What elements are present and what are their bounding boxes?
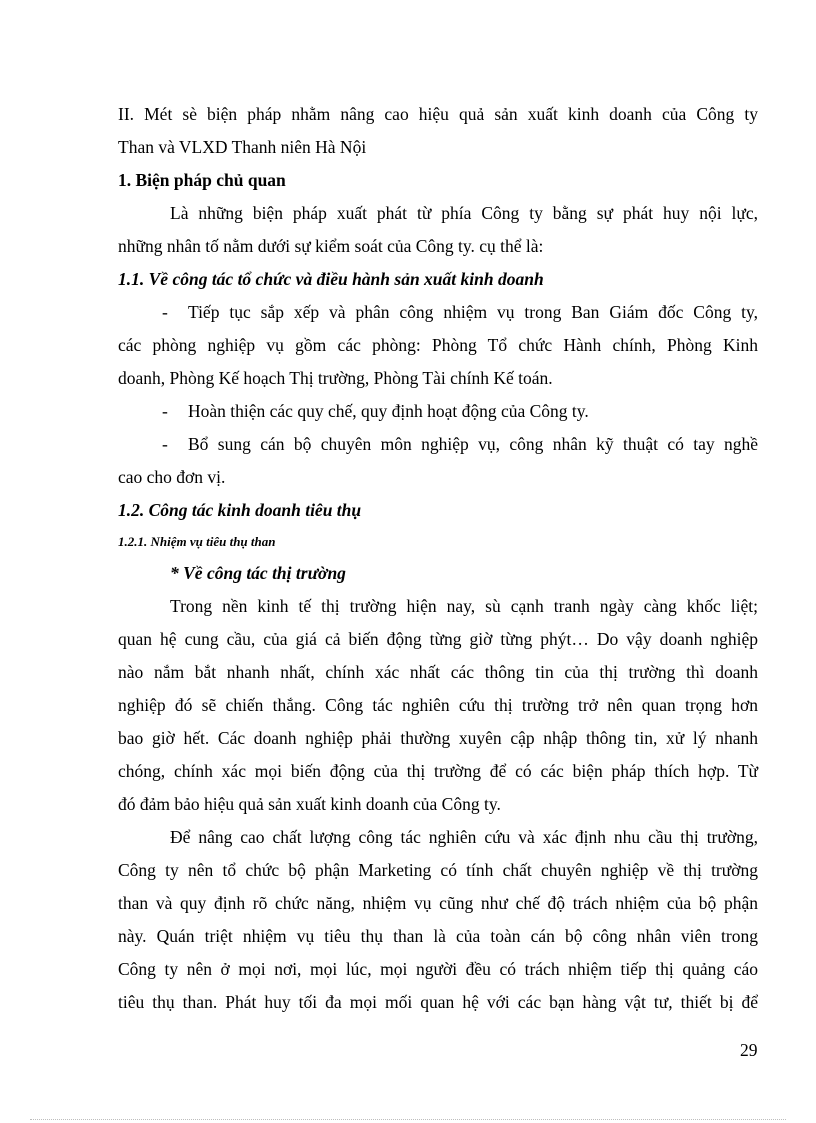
- section-heading-line-1: II. Mét sè biện pháp nhằm nâng cao hiệu quả sản xuất kinh doanh của Công ty: [118, 104, 758, 124]
- document-body: [118, 98, 758, 1019]
- paragraph-line: doanh, Phòng Kế hoạch Thị trường, Phòng Tài chính Kế toán.: [118, 368, 553, 388]
- bullet-text: Bổ sung cán bộ chuyên môn nghiệp vụ, công nhân kỹ thuật có tay nghề: [188, 434, 758, 454]
- bullet-item: [118, 428, 758, 461]
- paragraph-line: Trong nền kinh tế thị trường hiện nay, sù cạnh tranh ngày càng khốc liệt;: [170, 596, 758, 616]
- paragraph-line: Công ty nên ở mọi nơi, mọi lúc, mọi người đều có trách nhiệm tiếp thị quảng cáo: [118, 959, 758, 979]
- bullet-text: Tiếp tục sắp xếp và phân công nhiệm vụ trong Ban Giám đốc Công ty,: [188, 302, 758, 322]
- heading-thi-truong: * Về công tác thị trường: [170, 563, 346, 583]
- page-bottom-divider: [30, 1119, 786, 1120]
- bullet-marker: -: [162, 434, 168, 454]
- paragraph-line: tiêu thụ than. Phát huy tối đa mọi mối quan hệ với các bạn hàng vật tư, thiết bị để: [118, 992, 758, 1012]
- page-number: 29: [740, 1040, 758, 1060]
- paragraph-line: những nhân tố nằm dưới sự kiểm soát của Công ty. cụ thể là:: [118, 236, 544, 256]
- heading-to-chuc-dieu-hanh: 1.1. Về công tác tổ chức và điều hành sản xuất kinh doanh: [118, 269, 544, 289]
- paragraph-line: quan hệ cung cầu, của giá cả biến động từng giờ từng phýt… Do vậy doanh nghiệp: [118, 629, 758, 649]
- heading-chu-quan: 1. Biện pháp chủ quan: [118, 170, 286, 190]
- bullet-item: [118, 296, 758, 329]
- section-heading-line-2: Than và VLXD Thanh niên Hà Nội: [118, 137, 367, 157]
- paragraph-line: bao giờ hết. Các doanh nghiệp phải thường xuyên cập nhập thông tin, xử lý nhanh: [118, 728, 758, 748]
- paragraph-line: nghiệp đó sẽ chiến thắng. Công tác nghiên cứu thị trường trở nên quan trọng hơn: [118, 695, 758, 715]
- paragraph-line: này. Quán triệt nhiệm vụ tiêu thụ than là của toàn cán bộ công nhân viên trong: [118, 926, 758, 946]
- paragraph-line: nào nắm bắt nhanh nhất, chính xác nhất các thông tin của thị trường thì doanh: [118, 662, 758, 682]
- paragraph-line: cao cho đơn vị.: [118, 467, 226, 487]
- heading-kinh-doanh-tieu-thu: 1.2. Công tác kinh doanh tiêu thụ: [118, 500, 362, 520]
- paragraph-line: Để nâng cao chất lượng công tác nghiên cứu và xác định nhu cầu thị trường,: [170, 827, 758, 847]
- bullet-item: [118, 395, 758, 428]
- paragraph-line: các phòng nghiệp vụ gồm các phòng: Phòng Tổ chức Hành chính, Phòng Kinh: [118, 335, 758, 355]
- bullet-marker: -: [162, 401, 168, 421]
- bullet-marker: -: [162, 302, 168, 322]
- paragraph-line: Là những biện pháp xuất phát từ phía Công ty bằng sự phát huy nội lực,: [170, 203, 758, 223]
- bullet-text: Hoàn thiện các quy chế, quy định hoạt động của Công ty.: [188, 401, 589, 421]
- paragraph-line: Công ty nên tổ chức bộ phận Marketing có tính chất chuyên nghiệp về thị trường: [118, 860, 758, 880]
- paragraph-line: chóng, chính xác mọi biến động của thị trường để có các biện pháp thích hợp. Từ: [118, 761, 758, 781]
- paragraph-line: đó đảm bảo hiệu quả sản xuất kinh doanh của Công ty.: [118, 794, 501, 814]
- paragraph-line: than và quy định rõ chức năng, nhiệm vụ cũng như chế độ trách nhiệm của bộ phận: [118, 893, 758, 913]
- heading-nhiem-vu-tieu-thu: 1.2.1. Nhiệm vụ tiêu thụ than: [118, 534, 276, 549]
